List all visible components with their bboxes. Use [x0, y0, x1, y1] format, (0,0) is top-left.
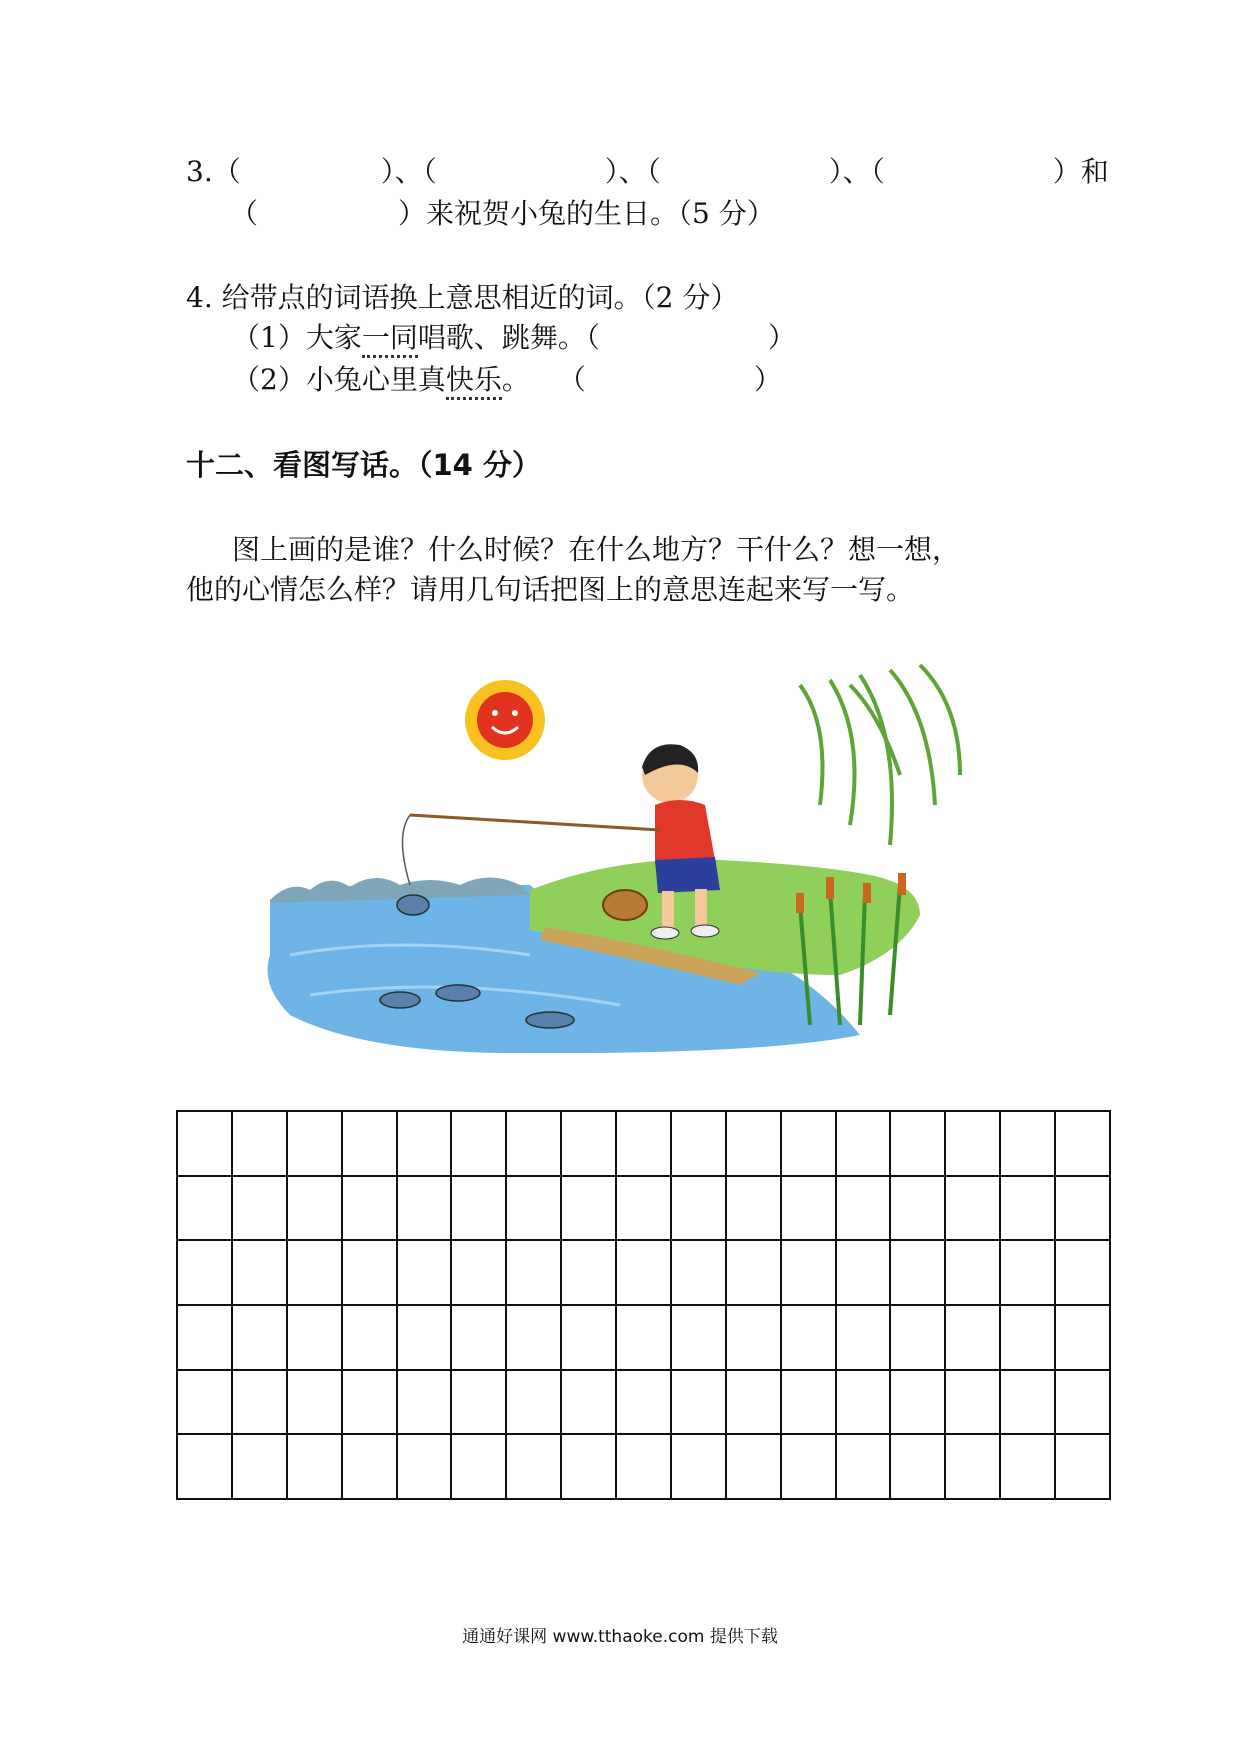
grid-cell[interactable]: [836, 1434, 891, 1499]
grid-cell[interactable]: [1055, 1176, 1110, 1241]
fish-basket: [603, 890, 647, 920]
sun-icon: [465, 680, 545, 760]
grid-cell[interactable]: [1000, 1434, 1055, 1499]
grid-cell[interactable]: [232, 1176, 287, 1241]
grid-cell[interactable]: [506, 1434, 561, 1499]
grid-cell[interactable]: [1055, 1434, 1110, 1499]
grid-cell[interactable]: [506, 1370, 561, 1435]
grid-row: [177, 1111, 1110, 1176]
grid-cell[interactable]: [287, 1370, 342, 1435]
grid-cell[interactable]: [506, 1305, 561, 1370]
grid-cell[interactable]: [561, 1370, 616, 1435]
grid-cell[interactable]: [1000, 1240, 1055, 1305]
grid-cell[interactable]: [671, 1305, 726, 1370]
grid-cell[interactable]: [945, 1370, 1000, 1435]
grid-cell[interactable]: [671, 1240, 726, 1305]
grid-cell[interactable]: [232, 1111, 287, 1176]
grid-cell[interactable]: [1000, 1305, 1055, 1370]
grid-cell[interactable]: [342, 1176, 397, 1241]
fish: [526, 1012, 574, 1028]
grid-cell[interactable]: [726, 1176, 781, 1241]
fishing-boy-illustration: [200, 655, 1040, 1055]
grid-cell[interactable]: [726, 1111, 781, 1176]
grid-cell[interactable]: [1055, 1370, 1110, 1435]
grid-cell[interactable]: [232, 1434, 287, 1499]
q4-item2-dotted-word: 快乐: [446, 363, 502, 400]
grid-cell[interactable]: [726, 1240, 781, 1305]
grid-cell[interactable]: [177, 1111, 232, 1176]
grid-cell[interactable]: [177, 1305, 232, 1370]
grid-row: [177, 1240, 1110, 1305]
grid-cell[interactable]: [671, 1176, 726, 1241]
hooked-fish: [397, 895, 429, 915]
grid-cell[interactable]: [342, 1240, 397, 1305]
q4-item1: [232, 318, 796, 358]
grid-cell[interactable]: [397, 1370, 452, 1435]
grid-cell[interactable]: [1000, 1370, 1055, 1435]
q4-item2-before: （2）小兔心里真: [232, 363, 446, 396]
grid-cell[interactable]: [451, 1176, 506, 1241]
grid-cell[interactable]: [451, 1111, 506, 1176]
grid-row: [177, 1176, 1110, 1241]
grid-cell[interactable]: [287, 1111, 342, 1176]
grid-cell[interactable]: [1055, 1305, 1110, 1370]
grid-cell[interactable]: [616, 1305, 671, 1370]
grid-cell[interactable]: [397, 1111, 452, 1176]
grid-cell[interactable]: [177, 1176, 232, 1241]
grid-row: [177, 1434, 1110, 1499]
grid-cell[interactable]: [945, 1111, 1000, 1176]
grid-cell[interactable]: [945, 1240, 1000, 1305]
grid-cell[interactable]: [397, 1176, 452, 1241]
grid-cell[interactable]: [287, 1176, 342, 1241]
grid-cell[interactable]: [342, 1370, 397, 1435]
grid-cell[interactable]: [671, 1434, 726, 1499]
grid-cell[interactable]: [945, 1434, 1000, 1499]
grid-cell[interactable]: [781, 1370, 836, 1435]
grid-cell[interactable]: [232, 1305, 287, 1370]
grid-cell[interactable]: [945, 1176, 1000, 1241]
grid-cell[interactable]: [451, 1370, 506, 1435]
grid-cell[interactable]: [616, 1111, 671, 1176]
grid-cell[interactable]: [561, 1434, 616, 1499]
grid-cell[interactable]: [781, 1434, 836, 1499]
grid-cell[interactable]: [451, 1305, 506, 1370]
grid-cell[interactable]: [726, 1434, 781, 1499]
grid-row: [177, 1370, 1110, 1435]
grid-cell[interactable]: [890, 1434, 945, 1499]
grid-cell[interactable]: [177, 1370, 232, 1435]
grid-cell[interactable]: [397, 1305, 452, 1370]
grid-cell[interactable]: [616, 1176, 671, 1241]
grid-cell[interactable]: [177, 1434, 232, 1499]
grid-cell[interactable]: [342, 1111, 397, 1176]
q4-item2-after: 。 （ ）: [501, 363, 782, 396]
grid-cell[interactable]: [561, 1240, 616, 1305]
grid-cell[interactable]: [506, 1111, 561, 1176]
instruction-line1: 图上画的是谁？什么时候？在什么地方？干什么？想一想，: [232, 533, 961, 566]
grid-cell[interactable]: [287, 1240, 342, 1305]
grid-cell[interactable]: [616, 1240, 671, 1305]
fishing-line: [403, 815, 411, 885]
grid-cell[interactable]: [1055, 1111, 1110, 1176]
grid-cell[interactable]: [890, 1240, 945, 1305]
grid-cell[interactable]: [836, 1240, 891, 1305]
grid-cell[interactable]: [781, 1176, 836, 1241]
grid-cell[interactable]: [671, 1370, 726, 1435]
q3-line2: （ ）来祝贺小兔的生日。（5 分）: [230, 197, 775, 230]
grid-cell[interactable]: [781, 1305, 836, 1370]
grid-cell[interactable]: [836, 1305, 891, 1370]
grid-cell[interactable]: [836, 1111, 891, 1176]
grid-cell[interactable]: [890, 1305, 945, 1370]
grid-cell[interactable]: [397, 1434, 452, 1499]
grid-cell[interactable]: [342, 1305, 397, 1370]
grid-cell[interactable]: [506, 1176, 561, 1241]
fishing-rod: [410, 815, 660, 830]
grid-cell[interactable]: [177, 1240, 232, 1305]
q4-prompt: 4. 给带点的词语换上意思相近的词。（2 分）: [186, 281, 739, 314]
grid-cell[interactable]: [890, 1370, 945, 1435]
q4-item1-dotted-word: 一同: [362, 321, 418, 358]
footer-credit: 通通好课网 www.tthaoke.com 提供下载: [462, 1627, 778, 1647]
grid-cell[interactable]: [781, 1240, 836, 1305]
grid-cell[interactable]: [616, 1370, 671, 1435]
grid-cell[interactable]: [1000, 1111, 1055, 1176]
grid-cell[interactable]: [342, 1434, 397, 1499]
willow-tree: [800, 665, 960, 845]
grid-cell[interactable]: [506, 1240, 561, 1305]
grid-cell[interactable]: [945, 1305, 1000, 1370]
grid-cell[interactable]: [616, 1434, 671, 1499]
grid-cell[interactable]: [890, 1111, 945, 1176]
instruction-line2: 他的心情怎么样？请用几句话把图上的意思连起来写一写。: [186, 573, 915, 606]
grid-cell[interactable]: [561, 1111, 616, 1176]
grid-cell[interactable]: [726, 1305, 781, 1370]
grid-cell[interactable]: [232, 1370, 287, 1435]
grid-cell[interactable]: [671, 1111, 726, 1176]
q4-item1-before: （1）大家: [232, 321, 362, 354]
section12-heading: 十二、看图写话。（14 分）: [186, 448, 541, 482]
grid-cell[interactable]: [561, 1176, 616, 1241]
grid-cell[interactable]: [451, 1240, 506, 1305]
q4-item1-after: 唱歌、跳舞。（ ）: [417, 321, 796, 354]
q3-line1: 3.（ ）、（ ）、（ ）、（ ）和: [186, 155, 1109, 188]
grid-row: [177, 1305, 1110, 1370]
grid-cell[interactable]: [836, 1176, 891, 1241]
grid-cell[interactable]: [451, 1434, 506, 1499]
grid-cell[interactable]: [397, 1240, 452, 1305]
grid-cell[interactable]: [836, 1370, 891, 1435]
grid-cell[interactable]: [287, 1305, 342, 1370]
grid-cell[interactable]: [726, 1370, 781, 1435]
grid-cell[interactable]: [890, 1176, 945, 1241]
grid-cell[interactable]: [561, 1305, 616, 1370]
grid-cell[interactable]: [1055, 1240, 1110, 1305]
grid-cell[interactable]: [232, 1240, 287, 1305]
writing-grid[interactable]: [176, 1110, 1111, 1500]
grid-cell[interactable]: [287, 1434, 342, 1499]
fish: [436, 985, 480, 1001]
grid-cell[interactable]: [1000, 1176, 1055, 1241]
q4-item2: [232, 360, 782, 400]
fish: [380, 992, 420, 1008]
grid-cell[interactable]: [781, 1111, 836, 1176]
